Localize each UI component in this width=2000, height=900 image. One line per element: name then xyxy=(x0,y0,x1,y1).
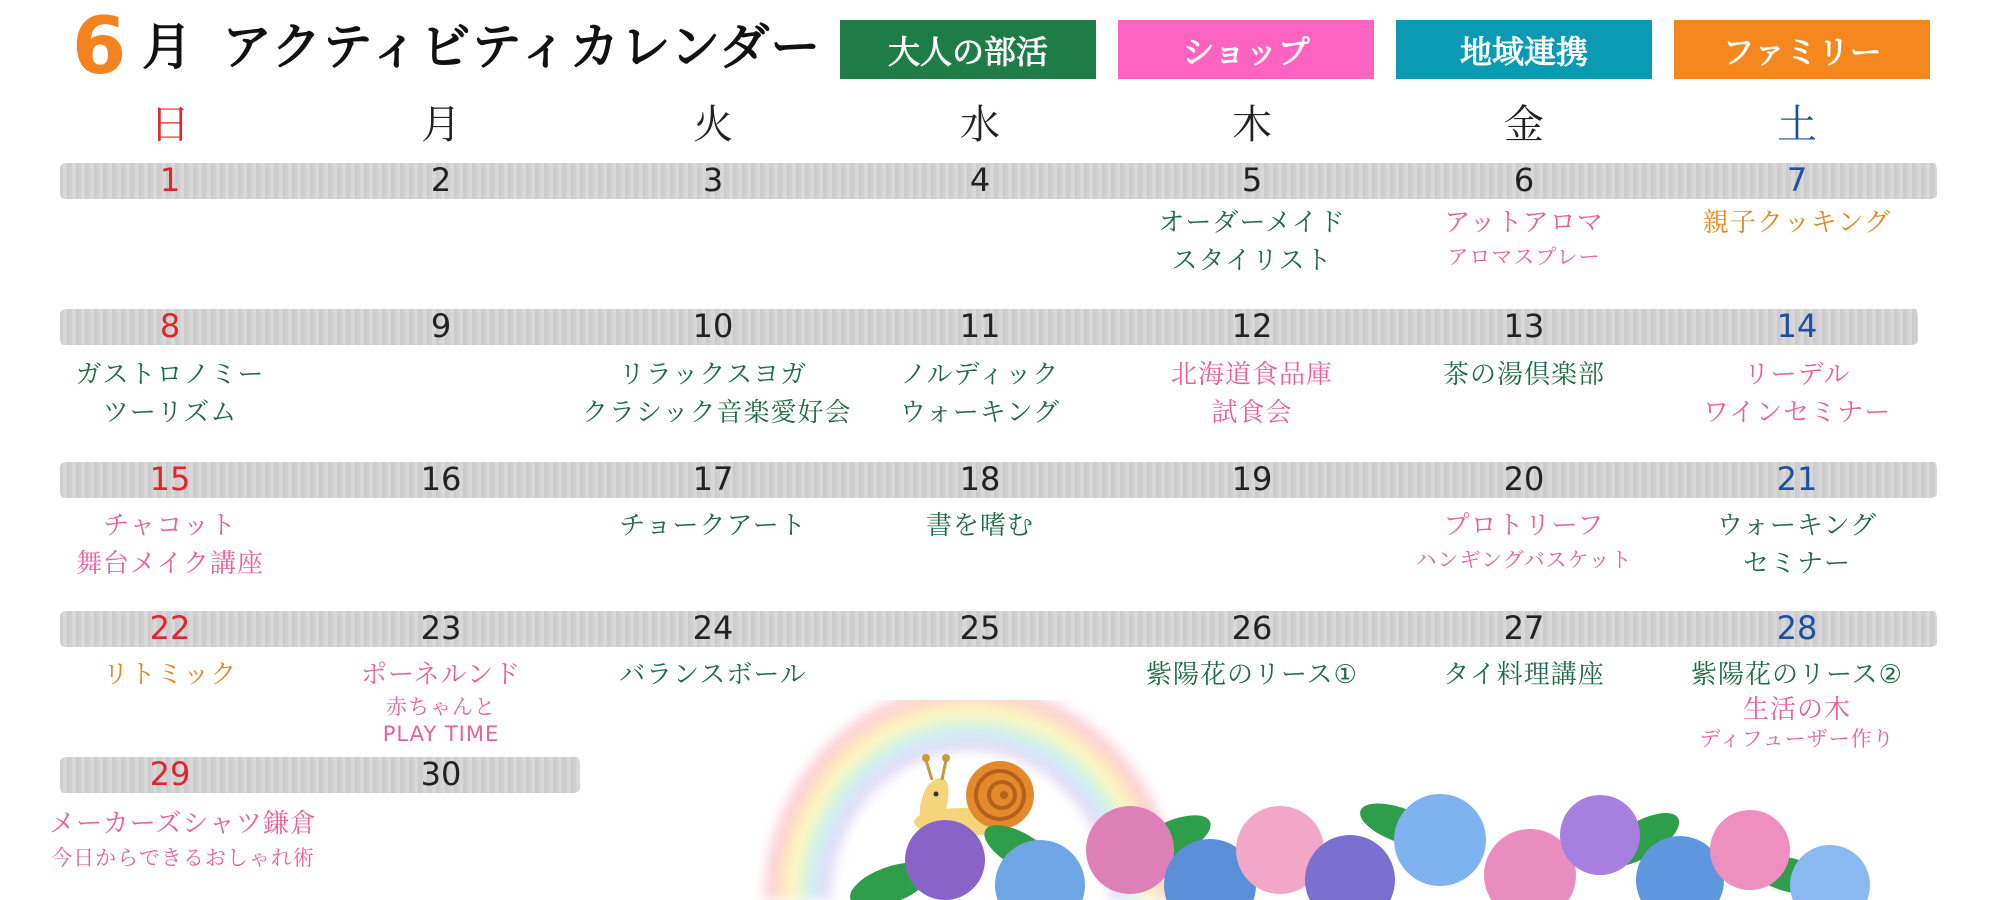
event-day-7: 親子クッキング xyxy=(1702,208,1892,238)
event-day-24: バランスボール xyxy=(619,660,807,690)
day-number: 2 xyxy=(430,161,452,199)
day-number: 7 xyxy=(1786,161,1808,199)
day-number: 13 xyxy=(1503,307,1545,345)
day-number: 3 xyxy=(702,161,724,199)
day-number: 17 xyxy=(692,460,734,498)
event-day-15: チャコット 舞台メイク講座 xyxy=(76,511,264,579)
event-day-23: ポーネルンド 赤ちゃんと PLAY TIME xyxy=(360,660,522,746)
weekday-thu: 木 xyxy=(1232,102,1272,148)
weekday-sat: 土 xyxy=(1777,102,1817,148)
day-number: 8 xyxy=(159,307,181,345)
legend-family xyxy=(1674,20,1930,79)
event-day-26: 紫陽花のリース① xyxy=(1145,660,1358,690)
event-day-17: チョークアート xyxy=(619,511,807,541)
day-number: 18 xyxy=(959,460,1001,498)
weekday-tue: 火 xyxy=(693,102,733,148)
day-number: 10 xyxy=(692,307,734,345)
calendar-header xyxy=(0,0,2000,110)
month-unit: 月 xyxy=(142,18,192,76)
event-day-22: リトミック xyxy=(102,660,238,690)
event-day-27: タイ料理講座 xyxy=(1443,660,1605,690)
day-number: 16 xyxy=(420,460,462,498)
legend-family-label: ファミリー xyxy=(1722,32,1882,71)
month-number: 6 xyxy=(72,2,127,92)
legend-shop xyxy=(1118,20,1374,79)
weekday-fri: 金 xyxy=(1504,102,1544,148)
day-number: 24 xyxy=(692,609,734,647)
legend-shop-label: ショップ xyxy=(1182,32,1310,71)
event-day-6: アットアロマ アロマスプレー xyxy=(1444,208,1604,269)
day-number: 5 xyxy=(1241,161,1263,199)
day-number: 19 xyxy=(1231,460,1273,498)
legend-adult-club xyxy=(840,20,1096,79)
hydrangea-illustration xyxy=(740,700,1880,900)
weekday-wed: 水 xyxy=(960,102,1000,148)
day-number: 14 xyxy=(1776,307,1818,345)
event-day-12: 北海道食品庫 試食会 xyxy=(1170,360,1333,428)
day-number: 26 xyxy=(1231,609,1273,647)
weekday-mon: 月 xyxy=(421,102,461,148)
day-number: 1 xyxy=(159,161,181,199)
event-day-29: メーカーズシャツ鎌倉 今日からできるおしゃれ術 xyxy=(49,809,317,870)
day-number: 30 xyxy=(420,755,462,793)
day-number: 20 xyxy=(1503,460,1545,498)
legend-community-label: 地域連携 xyxy=(1459,32,1588,71)
day-number: 12 xyxy=(1231,307,1273,345)
weekday-header-row xyxy=(0,100,2000,150)
day-number: 25 xyxy=(959,609,1001,647)
day-number: 4 xyxy=(969,161,991,199)
event-day-5: オーダーメイド スタイリスト xyxy=(1158,208,1346,276)
day-number: 27 xyxy=(1503,609,1545,647)
event-day-10: リラックスヨガ クラシック音楽愛好会 xyxy=(582,360,852,428)
event-day-28: 紫陽花のリース② 生活の木 ディフューザー作り xyxy=(1690,660,1903,751)
event-day-13: 茶の湯倶楽部 xyxy=(1442,360,1605,390)
day-number: 21 xyxy=(1776,460,1818,498)
event-day-14: リーデル ワインセミナー xyxy=(1702,360,1892,428)
day-number: 11 xyxy=(959,307,1001,345)
day-number: 6 xyxy=(1513,161,1535,199)
day-number: 9 xyxy=(430,307,452,345)
event-day-11: ノルディック ウォーキング xyxy=(899,360,1061,428)
calendar-title: アクティビティカレンダー xyxy=(222,18,822,76)
day-number: 22 xyxy=(149,609,191,647)
event-day-21: ウォーキング セミナー xyxy=(1716,511,1878,579)
event-day-18: 書を嗜む xyxy=(925,511,1034,541)
legend-adult-club-label: 大人の部活 xyxy=(887,32,1048,71)
day-number: 23 xyxy=(420,609,462,647)
legend-community xyxy=(1396,20,1652,79)
event-day-8: ガストロノミー ツーリズム xyxy=(75,360,265,428)
day-number: 15 xyxy=(149,460,191,498)
day-number: 28 xyxy=(1776,609,1818,647)
event-day-20: プロトリーフ ハンギングバスケット xyxy=(1415,511,1633,572)
day-number: 29 xyxy=(149,755,191,793)
weekday-sun: 日 xyxy=(150,102,190,148)
